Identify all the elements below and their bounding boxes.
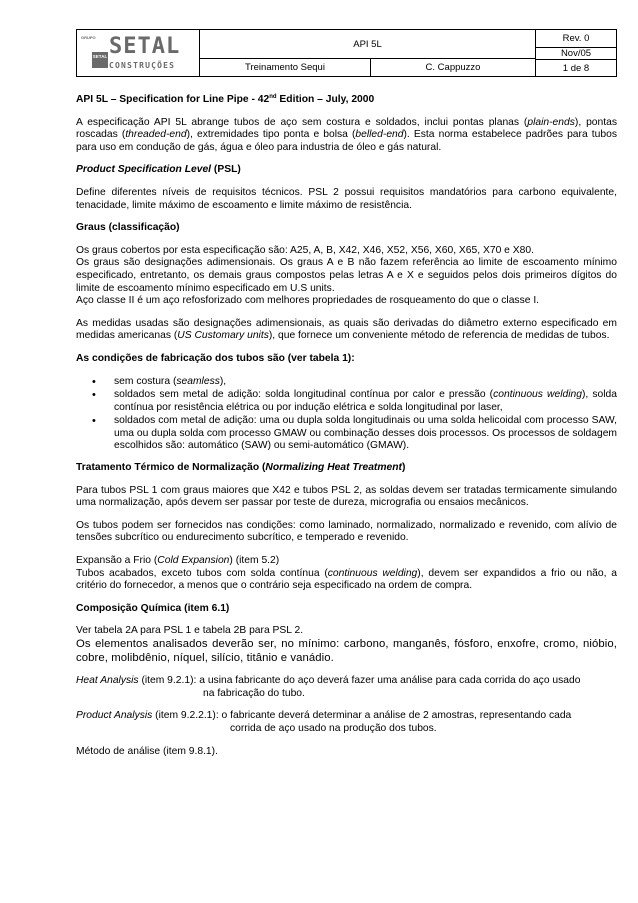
fabrication-heading: As condições de fabricação dos tubos são (ver tabela 1): — [76, 352, 355, 364]
medidas-paragraph: As medidas usadas são designações adimensionais, as quais são derivadas do diâmetro externo especificado em medidas americanas (US Customary units), que fornece um conveniente método de referencia de medidas de tubos. — [76, 317, 617, 342]
revision: Rev. 0 — [536, 30, 616, 48]
logo-brand: SETAL — [109, 34, 181, 59]
chemical-composition-paragraph: Ver tabela 2A para PSL 1 e tabela 2B para PSL 2. Os elementos analisados deverão ser, no mínimo: carbono, manganês, fósforo, enxofre, cromo, nióbio, cobre, molibdênio, níquel, silício, titânio e vanádio. — [76, 625, 617, 664]
psl-paragraph: Define diferentes níveis de requisitos técnicos. PSL 2 possui requisitos mandatórios para carbono equivalente, tenacidade, limite máximo de escoamento e limite máximo de resistência. — [76, 186, 617, 211]
list-item: • soldados com metal de adição: uma ou dupla solda longitudinais ou uma solda helicoidal com processo SAW, uma ou dupla solda com processo GMAW ou combinação desses dois processos. Os processos de soldagem escolhidos são: automático (SAW) ou semi-automático (GMAW). — [76, 415, 617, 453]
list-item: • sem costura (seamless), — [76, 376, 617, 389]
logo-small-box: SETAL — [92, 52, 108, 68]
graus-heading: Graus (classificação) — [76, 222, 180, 234]
training-name: Treinamento Sequi — [200, 59, 371, 76]
revision-date: Nov/05 — [536, 48, 616, 60]
logo-grupo: GRUPO — [81, 35, 96, 40]
doc-title: API 5L — [200, 30, 536, 59]
psl-heading: Product Specification Level (PSL) — [76, 164, 241, 176]
list-item: • soldados sem metal de adição: solda longitudinal contínua por calor e pressão (continuous welding), solda contínua por resistência elétrica ou por indução elétrica e solda longitudinal por laser, — [76, 389, 617, 414]
product-analysis-item: Product Analysis (item 9.2.2.1): o fabricante deverá determinar a análise de 2 amostras, representando cada corrida de aço usado na produção dos tubos. — [76, 710, 572, 734]
logo-subtitle: CONSTRUÇÕES — [109, 61, 176, 70]
doc-heading: API 5L – Specification for Line Pipe - 42nd Edition – July, 2000 — [76, 94, 375, 105]
graus-paragraph: Os graus cobertos por esta especificação são: A25, A, B, X42, X46, X52, X56, X60, X65, X70 e X80. Os graus são designações adimensionais. Os graus A e B não fazem referência ao limite de escoamento mínimo especificado, entretanto, os demais graus compostos pelas letras A e X e seguidos pelos dois primeiros dígitos do limite de escoamento mínimo especificado em U.S units. Aço classe II é um aço refosforizado com melhores propriedades de rosqueamento do que o classe I. — [76, 244, 617, 307]
company-logo — [81, 34, 196, 72]
heat-analysis-item: Heat Analysis (item 9.2.1): a usina fabricante do aço deverá fazer uma análise para cada corrida do aço usado na fabricação do tubo. — [76, 675, 581, 699]
fabrication-list — [76, 376, 617, 454]
analysis-method-paragraph: Método de análise (item 9.8.1). — [76, 745, 218, 757]
header-table — [76, 29, 617, 77]
supply-conditions-paragraph: Os tubos podem ser fornecidos nas condições: como laminado, normalizado, normalizado e revenido, com alívio de tensões subcrítico ou endurecimento subcrítico, e temperado e revenido. — [76, 519, 617, 544]
cold-expansion-paragraph: Expansão a Frio (Cold Expansion) (item 5.2) Tubos acabados, exceto tubos com solda contínua (continuous welding), devem ser expandidos a frio ou não, a critério do fornecedor, a menos que o contrário seja especificado na ordem de compra. — [76, 555, 617, 592]
author: C. Cappuzzo — [371, 59, 536, 76]
intro-paragraph: A especificação API 5L abrange tubos de aço sem costura e soldados, inclui pontas planas (plain-ends), pontas roscadas (threaded-end), extremidades tipo ponta e bolsa (belled-end). Esta norma estabelece padrões para tubos para uso em condução de gás, água e óleo para industria de óleo e gás natural. — [76, 116, 617, 153]
heat-treatment-paragraph: Para tubos PSL 1 com graus maiores que X42 e tubos PSL 2, as soldas devem ser tratadas termicamente simulando uma normalização, após devem ser passar por teste de dureza, micrografia ou ensaios mecânicos. — [76, 484, 617, 509]
page-number: 1 de 8 — [562, 62, 590, 74]
logo-cell — [77, 30, 200, 76]
heat-treatment-heading: Tratamento Térmico de Normalização (Normalizing Heat Treatment) — [76, 462, 406, 474]
chemical-composition-heading: Composição Química (item 6.1) — [76, 602, 230, 614]
document-body — [76, 94, 617, 768]
